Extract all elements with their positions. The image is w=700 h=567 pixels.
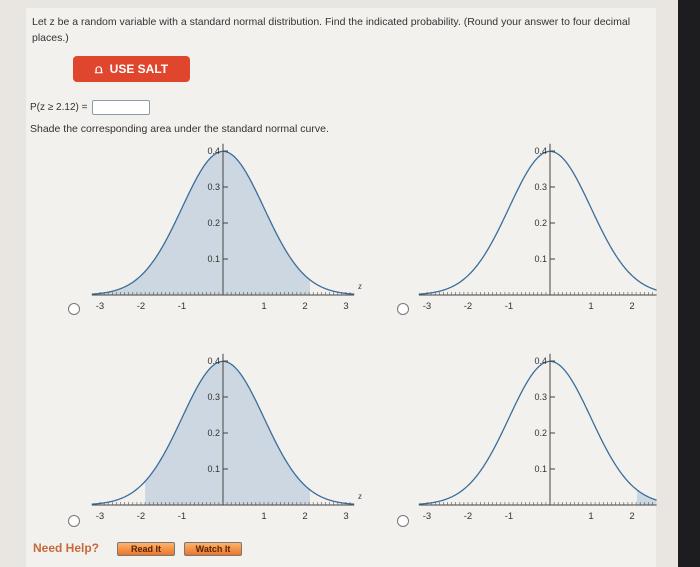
shade-instruction: Shade the corresponding area under the standard normal curve.: [30, 123, 329, 135]
read-it-button[interactable]: Read It: [117, 542, 175, 556]
normal-curve-graph-b[interactable]: [405, 140, 660, 320]
screen-edge: [678, 0, 700, 567]
use-salt-button[interactable]: [73, 56, 190, 82]
x-tick-label: -1: [504, 511, 514, 522]
y-tick-label: 0.2: [534, 218, 547, 228]
y-tick-label: 0.4: [534, 356, 547, 366]
x-tick-label: -3: [95, 301, 105, 312]
y-tick-label: 0.4: [207, 356, 220, 366]
y-tick-label: 0.2: [207, 428, 220, 438]
y-tick-label: 0.1: [207, 254, 220, 264]
use-salt-label: USE SALT: [109, 62, 169, 76]
y-tick-label: 0.3: [207, 182, 220, 192]
probability-row: [30, 100, 150, 115]
x-tick-label: -2: [463, 301, 473, 312]
y-tick-label: 0.1: [534, 254, 547, 264]
x-tick-label: 1: [261, 301, 267, 312]
x-tick-label: 3: [343, 301, 349, 312]
x-tick-label: 3: [343, 511, 349, 522]
x-tick-label: -2: [136, 301, 146, 312]
normal-curve-graph-d[interactable]: [405, 350, 660, 530]
need-help-label: Need Help?: [33, 541, 100, 555]
x-tick-label: -3: [422, 301, 432, 312]
x-tick-label: -1: [177, 511, 187, 522]
z-axis-label: z: [358, 491, 362, 501]
x-tick-label: -2: [463, 511, 473, 522]
salt-tool-icon: ⩍: [94, 61, 103, 76]
y-tick-label: 0.2: [534, 428, 547, 438]
y-tick-label: 0.4: [207, 146, 220, 156]
x-tick-label: -3: [95, 511, 105, 522]
z-axis-label: z: [358, 281, 362, 291]
y-tick-label: 0.3: [534, 182, 547, 192]
probability-label: P(z ≥ 2.12) =: [30, 102, 88, 113]
shaded-area: [92, 151, 310, 295]
x-tick-label: 1: [588, 301, 594, 312]
y-tick-label: 0.3: [207, 392, 220, 402]
x-tick-label: -1: [177, 301, 187, 312]
y-tick-label: 0.3: [534, 392, 547, 402]
y-tick-label: 0.1: [534, 464, 547, 474]
question-text: Let z be a random variable with a standard normal distribution. Find the indicated probability. (Round your answer to four decimal places.): [32, 16, 631, 44]
x-tick-label: 2: [302, 301, 308, 312]
x-tick-label: 2: [629, 511, 635, 522]
x-tick-label: 1: [588, 511, 594, 522]
x-tick-label: 1: [261, 511, 267, 522]
x-tick-label: 2: [302, 511, 308, 522]
x-tick-label: -1: [504, 301, 514, 312]
y-tick-label: 0.4: [534, 146, 547, 156]
y-tick-label: 0.1: [207, 464, 220, 474]
probability-answer-input[interactable]: [92, 100, 150, 115]
x-tick-label: 2: [629, 301, 635, 312]
y-tick-label: 0.2: [207, 218, 220, 228]
normal-curve-graph-c[interactable]: [78, 350, 368, 530]
x-tick-label: -3: [422, 511, 432, 522]
watch-it-button[interactable]: Watch It: [184, 542, 242, 556]
x-tick-label: -2: [136, 511, 146, 522]
normal-curve-graph-a[interactable]: [78, 140, 368, 320]
